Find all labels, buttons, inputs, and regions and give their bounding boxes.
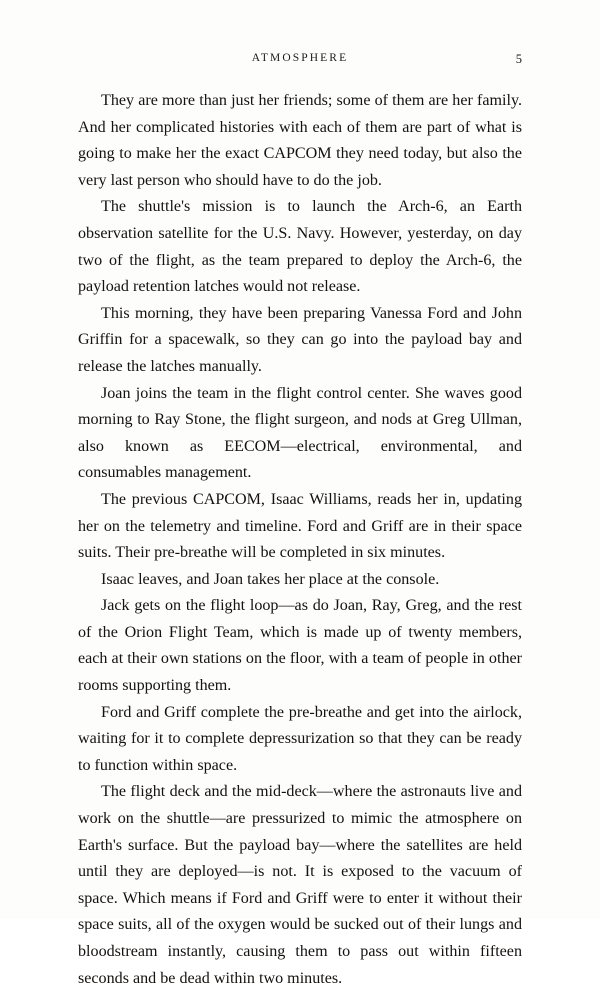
paragraph: Jack gets on the flight loop—as do Joan, Ray, Greg, and the rest of the Orion Flight Team, which is made up of twenty members, each at their own stations on the floor, with a team of people in other rooms supporting them. bbox=[78, 597, 522, 695]
paragraph: The previous CAPCOM, Isaac Williams, reads her in, updating her on the telemetry and timeline. Ford and Griff are in their space suits. Their pre-breathe will be completed in six minutes. bbox=[78, 490, 522, 562]
paragraph: This morning, they have been preparing Vanessa Ford and John Griffin for a spacewalk, so they can go into the payload bay and release the latches manually. bbox=[78, 304, 522, 375]
paragraph: They are more than just her friends; some of them are her family. And her complicated histories with each of them are part of what is going to make her the exact CAPCOM they need today, but also the very last person who should have to do the job. bbox=[78, 92, 522, 189]
paragraph: Joan joins the team in the flight control center. She waves good morning to Ray Stone, the flight surgeon, and nods at Greg Ullman, also known as EECOM—electrical, environmental, and consumables management. bbox=[78, 384, 522, 482]
paragraph: The flight deck and the mid-deck—where the astronauts live and work on the shuttle—are pressurized to mimic the atmosphere on Earth's surface. But the payload bay—where the satellites are held until they are deployed—is not. It is exposed to the vacuum of space. Which means if Ford and Griff were to enter it without their space suits, all of the oxygen would be sucked out of their lungs and bloodstream instantly, causing them to pass out within fifteen seconds and be dead within two minutes. bbox=[78, 783, 522, 987]
body-text bbox=[78, 88, 522, 992]
paragraph: Ford and Griff complete the pre-breathe and get into the airlock, waiting for it to complete depressurization so that they can be ready to function within space. bbox=[78, 703, 522, 774]
running-head-title: ATMOSPHERE bbox=[251, 52, 349, 64]
paragraph: Isaac leaves, and Joan takes her place at the console. bbox=[101, 570, 440, 588]
page-number: 5 bbox=[515, 52, 522, 66]
paragraph: The shuttle's mission is to launch the Arch-6, an Earth observation satellite for the U.S. Navy. However, yesterday, on day two of the flight, as the team prepared to deploy the Arch-6, the payload retention latches would not release. bbox=[78, 198, 522, 296]
running-head bbox=[78, 52, 522, 72]
